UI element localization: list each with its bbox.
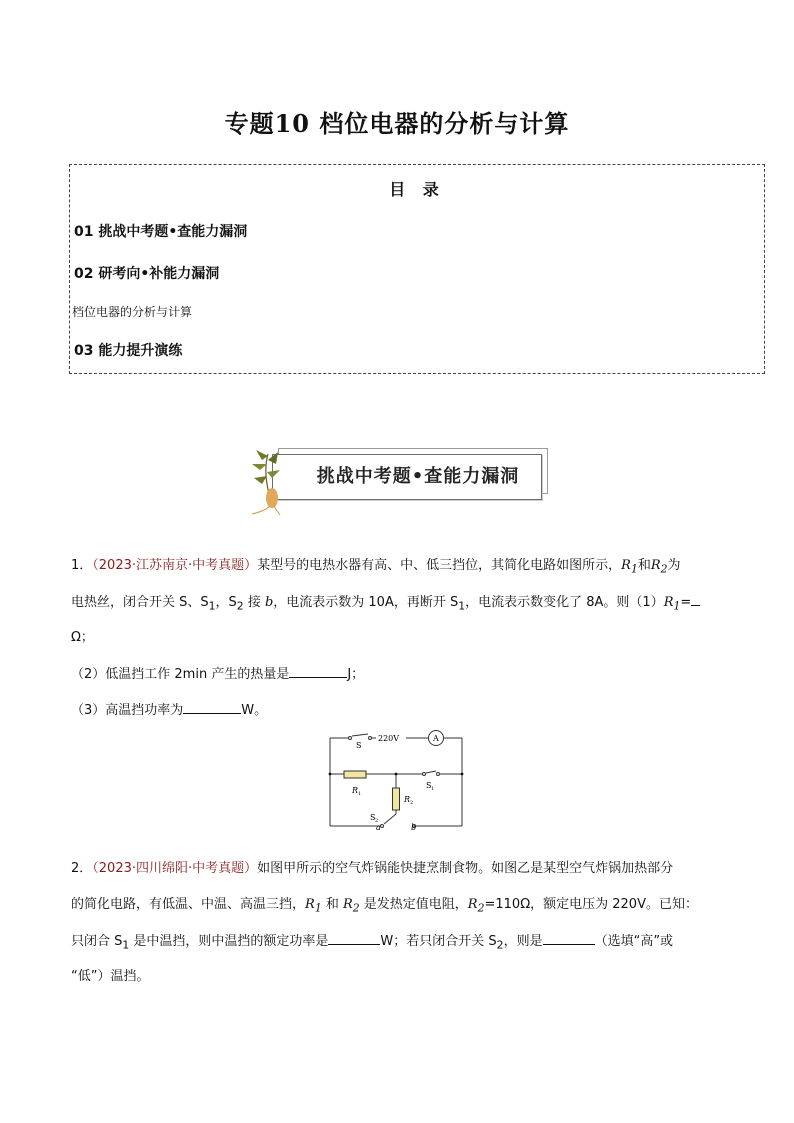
q2-line-4: “低”）温挡。 [71,969,150,984]
q2-text-3c: W；若只闭合开关 S [380,934,497,949]
q2-sub-1: 1 [122,938,130,952]
label-b: b [411,823,417,830]
q1-r1-sub: 1 [630,562,638,576]
q2-r2: R [342,897,353,912]
q2-sub-2: 2 [496,938,504,952]
section-banner [246,446,550,516]
q1-part-3: （3）高温挡功率为 [71,703,184,718]
q2-r2-sub: 2 [352,901,360,915]
toc-item-1: 01 挑战中考题•查能力漏洞 [74,224,248,240]
q1-sub-3: 1 [458,599,466,613]
label-a: a [376,823,381,830]
q2-line-2 [71,895,698,919]
banner-frame [272,454,542,500]
q1-r2: R [650,558,661,573]
q2-blank-2[interactable] [543,931,595,945]
q1-sub-2: 2 [236,599,244,613]
q2-text-2a: 的简化电路，有低温、中温、高温三挡， [71,897,306,912]
q1-text-2d: ，电流表示数为 10A，再断开 S [273,595,459,610]
q1-blank-2[interactable] [289,664,347,678]
toc-item-2: 02 研考向•补能力漏洞 [74,266,220,282]
q2-text-1: 如图甲所示的空气炸锅能快捷烹制食物。如图乙是某型空气炸锅加热部分 [257,861,674,876]
q1-and: 和 [637,558,651,573]
toc-heading: 目 录 [389,180,445,199]
label-r2-sub: 2 [410,800,414,806]
q1-part-3-unit: W。 [241,703,268,718]
q1-blank-3[interactable] [183,700,241,714]
q1-text-2c: 接 [243,595,265,610]
q1-text-1b: 为 [667,558,681,573]
q1-text-2e: ，电流表示数变化了 8A。则（1） [465,595,664,610]
q2-text-3e: （选填“高”或 [594,934,674,949]
q1-part-2-unit: J； [347,667,365,682]
q2-text-2c: =110Ω，额定电压为 220V。已知： [484,897,698,912]
q1-number: 1． [71,558,93,573]
toc-item-3: 03 能力提升演练 [74,343,183,359]
q1-r1b-sub: 1 [673,599,681,613]
table-of-contents [69,164,765,374]
q2-r2b: R [467,897,478,912]
q1-r1b: R [663,595,674,610]
label-switch-s: S [356,741,362,750]
q1-line-5 [71,700,267,721]
circuit-diagram [324,730,468,830]
q1-line-2 [71,592,700,617]
q2-number: 2． [71,861,93,876]
q1-line-1 [71,556,681,580]
q1-b: b [264,595,274,610]
label-r1: R [352,786,359,795]
q2-source: （2023·四川绵阳·中考真题） [92,861,258,876]
q2-and: 和 [321,897,343,912]
label-s2-sub: 2 [375,818,379,824]
plant-decoration-icon [246,446,286,516]
q2-blank-1[interactable] [328,931,380,945]
q2-line-3 [71,931,673,956]
q1-source: （2023·江苏南京·中考真题） [92,558,258,573]
q2-text-2b: 是发热定值电阻， [359,897,468,912]
ammeter-icon: A [433,734,439,743]
q1-sub-1: 1 [208,599,216,613]
q2-text-3d: ，则是 [503,934,543,949]
toc-subitem-2-1: 档位电器的分析与计算 [72,305,193,319]
q1-text-2b: ，S [215,595,237,610]
q2-r1-sub: 1 [314,901,322,915]
label-s1-sub: 1 [431,786,435,792]
q2-text-3a: 只闭合 S [71,934,123,949]
page-title: 专题10 档位电器的分析与计算 [224,109,570,138]
q1-text-1a: 某型号的电热水器有高、中、低三挡位，其简化电路如图所示， [257,558,622,573]
label-s1: S [426,781,432,790]
q1-equals: = [680,595,692,610]
label-r2: R [404,795,411,804]
q1-text-2a: 电热丝，闭合开关 S、S [71,595,209,610]
q1-part-2: （2）低温挡工作 2min 产生的热量是 [71,667,290,682]
q2-r1: R [305,897,315,912]
q1-line-3: Ω； [71,630,94,645]
label-voltage: 220V [378,734,400,743]
q1-r2-sub: 2 [660,562,668,576]
banner-title: 挑战中考题•查能力漏洞 [316,466,520,487]
q2-text-3b: 是中温挡，则中温挡的额定功率是 [129,934,329,949]
q2-r2b-sub: 2 [477,901,485,915]
q1-blank-1[interactable] [691,592,700,606]
q2-line-1 [71,859,673,879]
q1-line-4 [71,664,364,685]
q1-r1: R [621,558,631,573]
label-r1-sub: 1 [358,791,362,797]
label-s2: S [370,813,376,822]
